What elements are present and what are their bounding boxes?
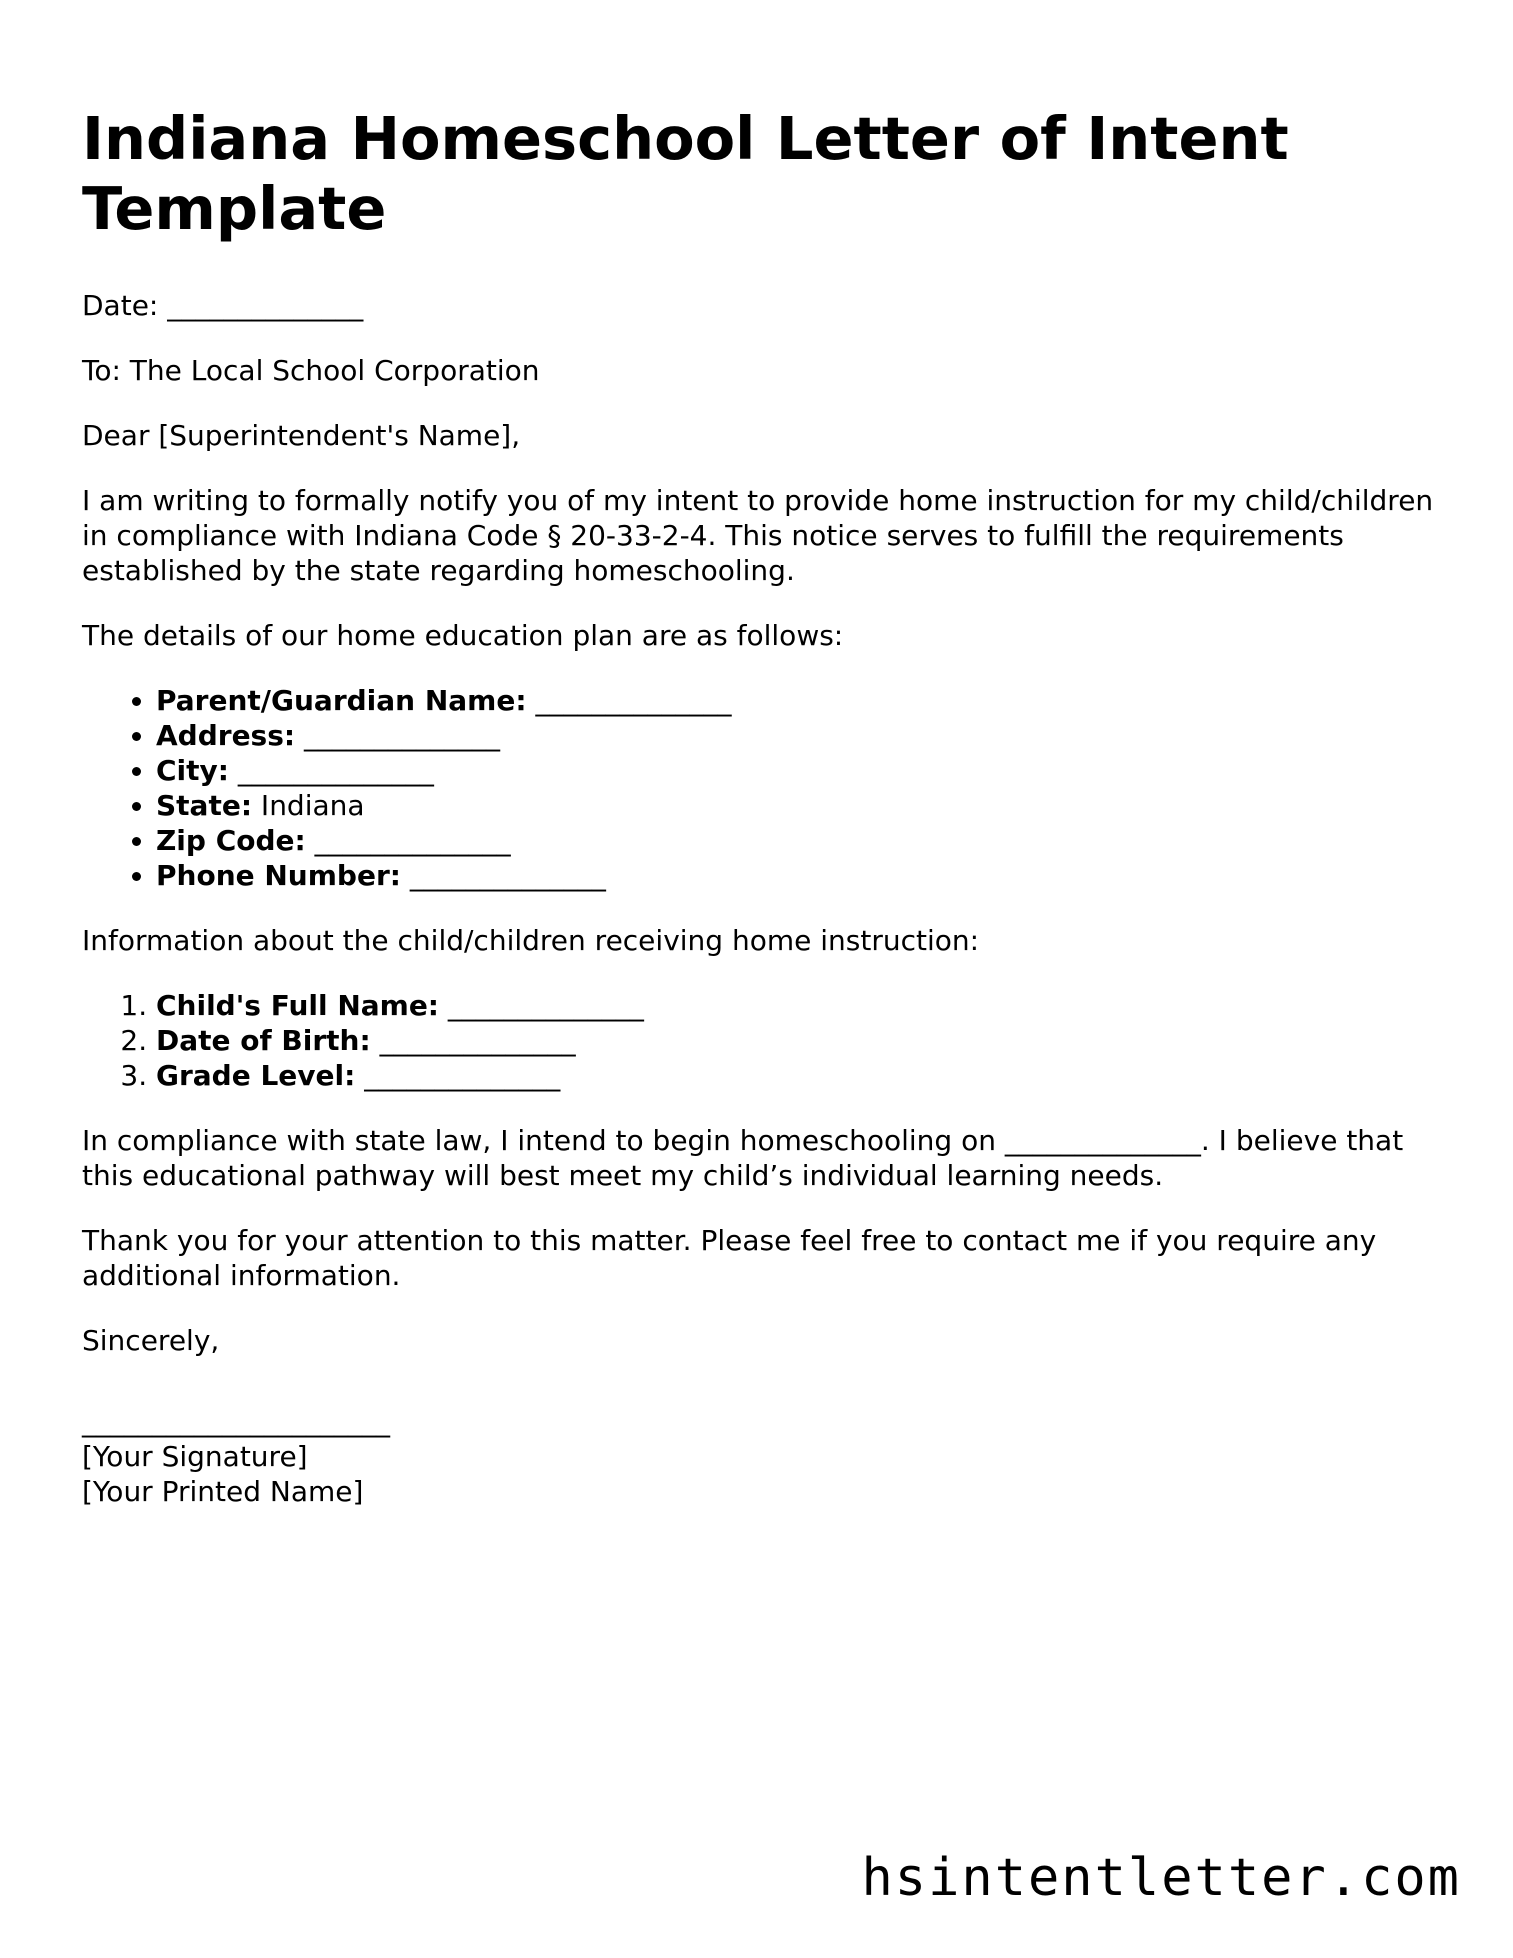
- child-item-birth-date: [156, 1023, 1442, 1058]
- plan-details-list: [82, 683, 1442, 893]
- compliance-paragraph: In compliance with state law, I intend to begin homeschooling on ______________. I believe that this educational pathway will best meet my child’s individual learning needs.: [82, 1124, 1404, 1192]
- closing: Sincerely,: [82, 1324, 220, 1357]
- field-label: Date of Birth:: [156, 1024, 371, 1057]
- child-item-grade-level: [156, 1058, 1442, 1093]
- field-label: Phone Number:: [156, 859, 401, 892]
- date-line: Date: ______________: [82, 289, 364, 322]
- letter-document: [82, 104, 1442, 1509]
- field-label: City:: [156, 754, 229, 787]
- field-label: Address:: [156, 719, 296, 752]
- field-label: Parent/Guardian Name:: [156, 684, 527, 717]
- field-value: ______________: [295, 719, 500, 752]
- plan-intro: The details of our home education plan are as follows:: [82, 619, 844, 652]
- plan-item-city: [156, 753, 1442, 788]
- footer-site-watermark: hsintentletter.com: [861, 1848, 1461, 1908]
- document-title: Indiana Homeschool Letter of Intent Template: [82, 104, 1289, 243]
- recipient-line: To: The Local School Corporation: [82, 354, 540, 387]
- field-value: ______________: [439, 989, 644, 1022]
- field-value: ______________: [370, 1024, 576, 1057]
- printed-name-label: [Your Printed Name]: [82, 1475, 364, 1508]
- field-value: ______________: [400, 859, 606, 892]
- field-label: Grade Level:: [156, 1059, 356, 1092]
- plan-item-parent-name: [156, 683, 1442, 718]
- plan-item-address: [156, 718, 1442, 753]
- signature-block: [82, 1404, 1442, 1509]
- field-value: ______________: [526, 684, 732, 717]
- plan-item-state: [156, 788, 1442, 823]
- field-value: Indiana: [252, 789, 365, 822]
- field-value: ______________: [305, 824, 511, 857]
- plan-item-zip: [156, 823, 1442, 858]
- signature-line: ______________________: [82, 1405, 390, 1438]
- field-label: Child's Full Name:: [156, 989, 440, 1022]
- thanks-paragraph: Thank you for your attention to this matter. Please feel free to contact me if you require any additional information.: [82, 1224, 1377, 1292]
- field-value: ______________: [355, 1059, 561, 1092]
- child-item-full-name: [156, 988, 1442, 1023]
- child-intro: Information about the child/children receiving home instruction:: [82, 924, 980, 957]
- signature-label: [Your Signature]: [82, 1440, 308, 1473]
- field-label: State:: [156, 789, 253, 822]
- field-label: Zip Code:: [156, 824, 306, 857]
- child-details-list: [82, 988, 1442, 1093]
- intro-paragraph: I am writing to formally notify you of my intent to provide home instruction for my child/children in compliance with Indiana Code § 20-33-2-4. This notice serves to fulfill the requirements established by the state regarding homeschooling.: [82, 484, 1434, 587]
- plan-item-phone: [156, 858, 1442, 893]
- salutation: Dear [Superintendent's Name],: [82, 419, 521, 452]
- field-value: ______________: [228, 754, 434, 787]
